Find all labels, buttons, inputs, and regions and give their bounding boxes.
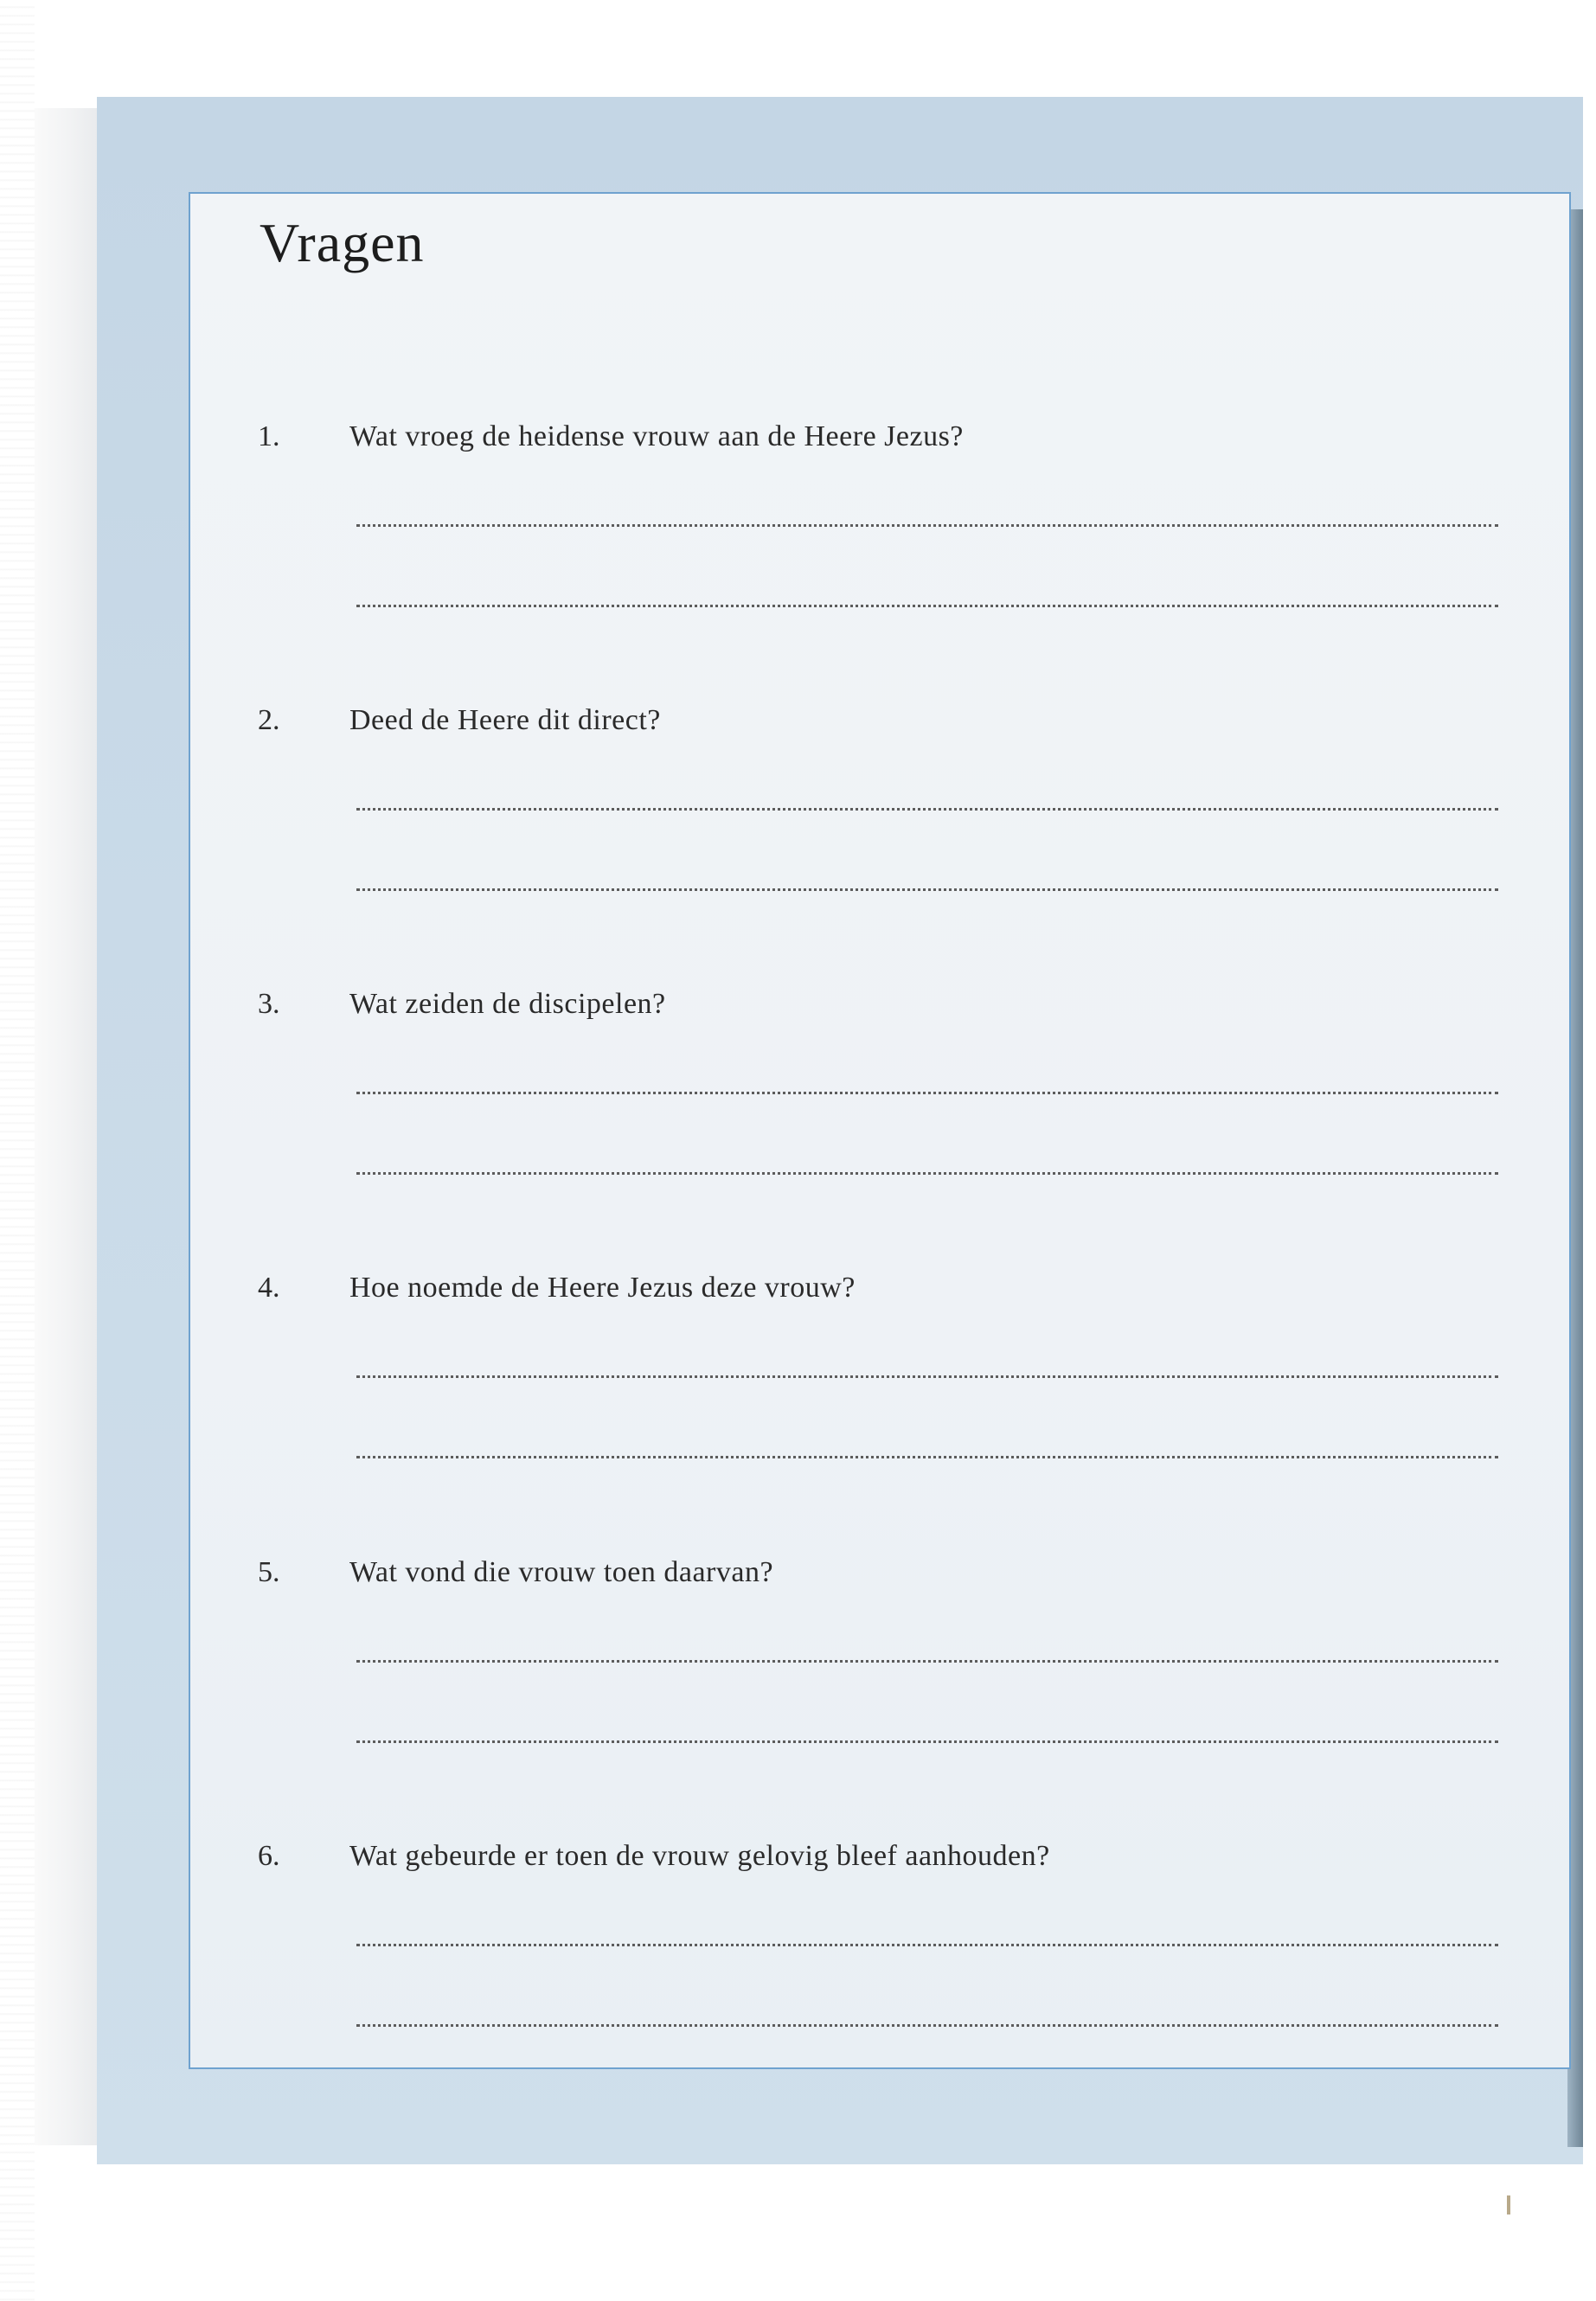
question-text: Deed de Heere dit direct? xyxy=(349,704,661,736)
answer-line[interactable] xyxy=(356,605,1498,607)
answer-line[interactable] xyxy=(356,524,1498,527)
question-2 xyxy=(190,704,1569,955)
question-number: 5. xyxy=(258,1556,280,1588)
question-4 xyxy=(190,1272,1569,1522)
question-number: 3. xyxy=(258,988,280,1020)
question-number: 2. xyxy=(258,704,280,736)
page-edge xyxy=(35,108,97,2145)
question-6 xyxy=(190,1840,1569,2091)
answer-line[interactable] xyxy=(356,1740,1498,1743)
answer-line[interactable] xyxy=(356,808,1498,811)
question-number: 4. xyxy=(258,1272,280,1304)
question-text: Wat vond die vrouw toen daarvan? xyxy=(349,1556,774,1588)
question-1 xyxy=(190,420,1569,671)
answer-line[interactable] xyxy=(356,1172,1498,1175)
answer-line[interactable] xyxy=(356,1456,1498,1458)
answer-line[interactable] xyxy=(356,1660,1498,1663)
scan-speckle xyxy=(0,0,35,2301)
question-number: 1. xyxy=(258,420,280,452)
answer-line[interactable] xyxy=(356,1375,1498,1378)
question-text: Wat zeiden de discipelen? xyxy=(349,988,666,1020)
question-panel xyxy=(189,192,1571,2069)
question-text: Wat vroeg de heidense vrouw aan de Heere Jezus? xyxy=(349,420,964,452)
question-number: 6. xyxy=(258,1840,280,1872)
scan-mark xyxy=(1507,2195,1510,2214)
question-text: Wat gebeurde er toen de vrouw gelovig bleef aanhouden? xyxy=(349,1840,1050,1872)
worksheet-title: Vragen xyxy=(260,212,425,273)
answer-line[interactable] xyxy=(356,1944,1498,1946)
answer-line[interactable] xyxy=(356,1092,1498,1094)
answer-line[interactable] xyxy=(356,2024,1498,2027)
question-text: Hoe noemde de Heere Jezus deze vrouw? xyxy=(349,1272,856,1304)
answer-line[interactable] xyxy=(356,888,1498,891)
question-3 xyxy=(190,988,1569,1239)
question-5 xyxy=(190,1556,1569,1807)
